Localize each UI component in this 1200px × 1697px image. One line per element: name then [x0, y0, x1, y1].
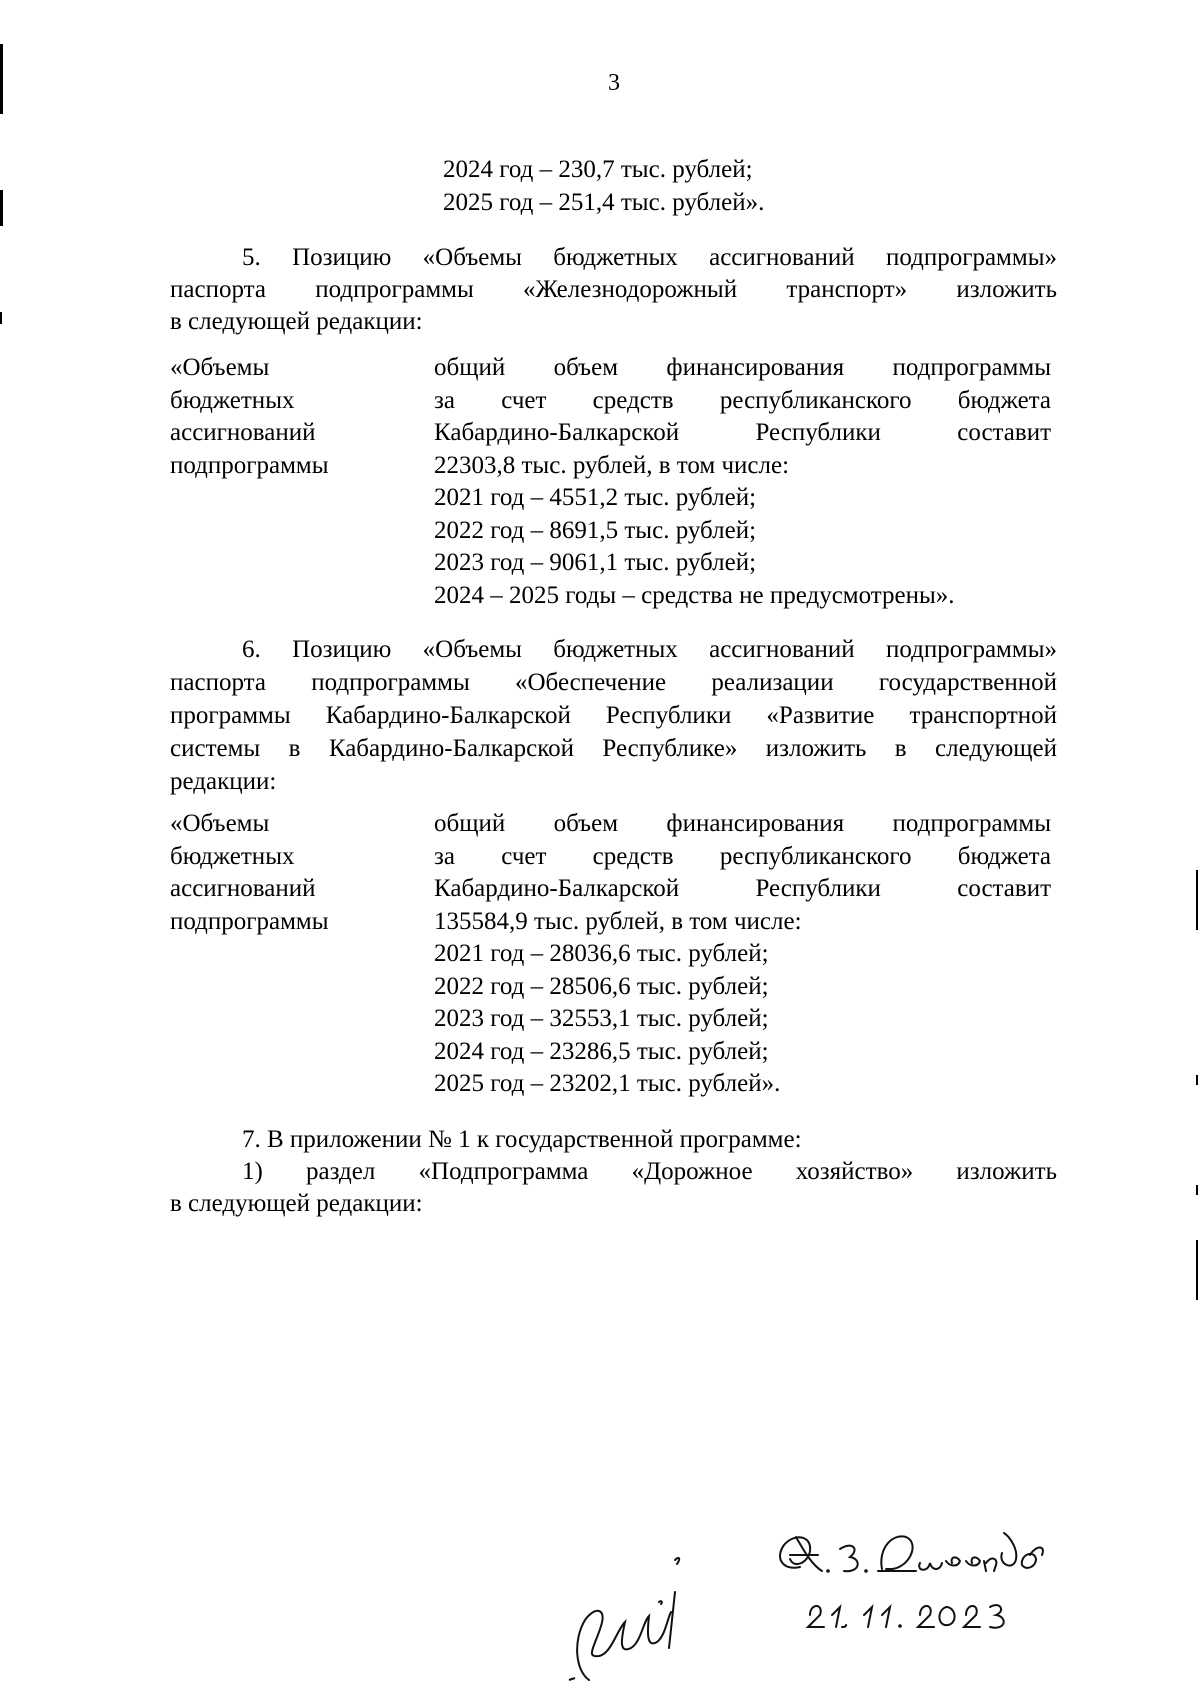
- item5-value: [434, 352, 1051, 612]
- margin-scan-mark: [0, 190, 3, 226]
- item5-label-line: бюджетных: [170, 386, 295, 414]
- item5-value-line: 2021 год – 4551,2 тыс. рублей;: [434, 484, 757, 511]
- item7-paragraph-line: 7. В приложении № 1 к государственной программе:: [242, 1126, 802, 1153]
- item5-label: [170, 352, 329, 482]
- item6-value-line: 2024 год – 23286,5 тыс. рублей;: [434, 1037, 769, 1065]
- item5-paragraph-line: паспорта подпрограммы «Железнодорожный транспорт» изложить: [170, 276, 1057, 303]
- margin-scan-mark: [1196, 870, 1198, 930]
- item6-value: [434, 808, 1051, 1101]
- item6-value-line: 2023 год – 32553,1 тыс. рублей;: [434, 1005, 769, 1032]
- item6-value-line: 2025 год – 23202,1 тыс. рублей».: [434, 1070, 781, 1097]
- item5-value-line: 2024 – 2025 годы – средства не предусмотрены».: [434, 581, 955, 609]
- item6-paragraph-line: паспорта подпрограммы «Обеспечение реализации государственной: [170, 669, 1057, 696]
- item6-value-line: общий объем финансирования подпрограммы: [434, 810, 1051, 837]
- item6-label-line: подпрограммы: [170, 907, 329, 935]
- item6-paragraph-line: редакции:: [170, 768, 277, 795]
- item6-value-line: 2021 год – 28036,6 тыс. рублей;: [434, 940, 769, 967]
- item6-label-line: бюджетных: [170, 842, 295, 870]
- item5-value-line: 22303,8 тыс. рублей, в том числе:: [434, 451, 790, 479]
- item5-value-line: Кабардино-Балкарской Республики составит: [434, 419, 1051, 446]
- item6-value-line: за счет средств республиканского бюджета: [434, 842, 1051, 870]
- item5-label-line: подпрограммы: [170, 451, 329, 479]
- continuation-line: 2025 год – 251,4 тыс. рублей».: [443, 189, 765, 216]
- item6-label-line: «Объемы: [170, 810, 270, 837]
- item5-value-line: общий объем финансирования подпрограммы: [434, 354, 1051, 381]
- margin-scan-mark: [1196, 1240, 1198, 1300]
- item5-label-line: «Объемы: [170, 354, 270, 381]
- handwritten-initials: [555, 1530, 705, 1690]
- item5-value-line: 2022 год – 8691,5 тыс. рублей;: [434, 516, 757, 544]
- item5-value-line: 2023 год – 9061,1 тыс. рублей;: [434, 549, 757, 576]
- item6-value-line: 2022 год – 28506,6 тыс. рублей;: [434, 972, 769, 1000]
- continuation-line: 2024 год – 230,7 тыс. рублей;: [443, 156, 753, 183]
- margin-scan-mark: [1196, 1075, 1198, 1085]
- item5-paragraph-line: в следующей редакции:: [170, 308, 423, 335]
- item6-value-line: 135584,9 тыс. рублей, в том числе:: [434, 907, 802, 935]
- margin-scan-mark: [0, 312, 2, 324]
- item6-paragraph-line: 6. Позицию «Объемы бюджетных ассигнований подпрограммы»: [242, 636, 1057, 663]
- item7-paragraph-line: в следующей редакции:: [170, 1190, 423, 1217]
- item6-label-line: ассигнований: [170, 875, 316, 902]
- item7-paragraph-line: 1) раздел «Подпрограмма «Дорожное хозяйство» изложить: [242, 1158, 1057, 1185]
- item6-label: [170, 808, 329, 938]
- item6-value-line: Кабардино-Балкарской Республики составит: [434, 875, 1051, 902]
- item6-paragraph-line: системы в Кабардино-Балкарской Республике» изложить в следующей: [170, 735, 1057, 762]
- item5-value-line: за счет средств республиканского бюджета: [434, 386, 1051, 414]
- item5-label-line: ассигнований: [170, 419, 316, 446]
- handwritten-signature: [760, 1515, 1090, 1645]
- item5-paragraph-line: 5. Позицию «Объемы бюджетных ассигнований подпрограммы»: [242, 244, 1057, 271]
- item6-paragraph-line: программы Кабардино-Балкарской Республики «Развитие транспортной: [170, 702, 1057, 729]
- page-number: 3: [608, 70, 620, 96]
- margin-scan-mark: [1196, 1185, 1198, 1195]
